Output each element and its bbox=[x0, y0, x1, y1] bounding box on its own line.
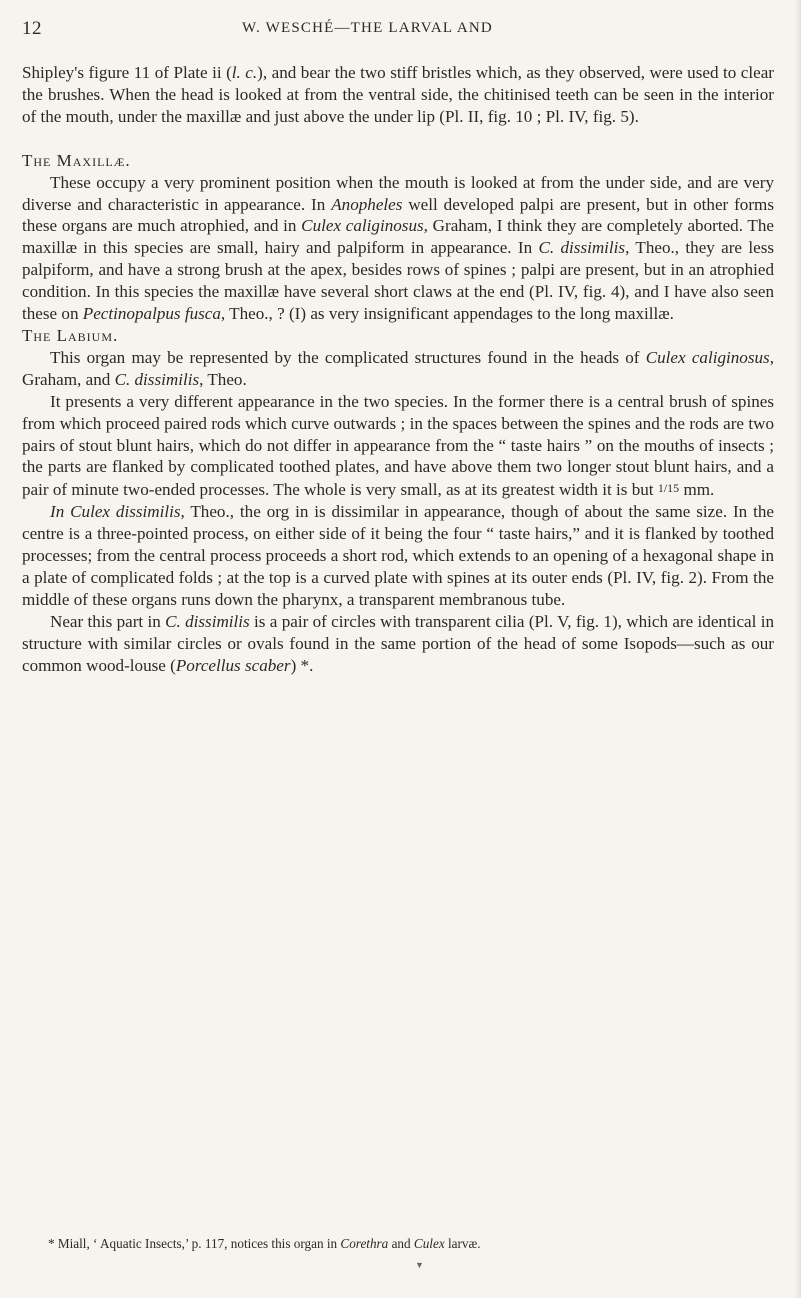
paragraph-labium-4: Near this part in C. dissimilis is a pair of circles with transparent cilia (Pl. V, fig. 1), which are identical in structure with similar circles or ovals found in the same portion of the head of some Isopods—such as our common wood-louse (Porcellus scaber) *. bbox=[22, 611, 775, 675]
paragraph-labium-2: It presents a very different appearance in the two species. In the former there is a central brush of spines from which proceed paired rods which curve outwards ; in the spaces between the spines and the rods are two pairs of stout blunt hairs, which do not differ in appearance from the “ taste hairs ” on the mouths of insects ; the parts are flanked by complicated toothed plates, and have above them two longer stout blunt hairs, and a pair of minute two-ended processes. The whole is very small, as at its greatest width it is but 1/15 mm. bbox=[22, 391, 774, 500]
paragraph-intro: Shipley's figure 11 of Plate ii (l. c.), and bear the two stiff bristles which, as they observed, were used to clear the brushes. When the head is looked at from the ventral side, the chitinised teeth can be seen in the interior of the mouth, under the maxillæ and just above the under lip (Pl. II, fig. 10 ; Pl. IV, fig. 5). bbox=[22, 63, 774, 126]
page-edge-shadow bbox=[795, 0, 801, 1298]
footnote: * Miall, ‘ Aquatic Insects,’ p. 117, notices this organ in Corethra and Culex larvæ. bbox=[48, 1236, 481, 1251]
section-heading-labium: The Labium. bbox=[22, 325, 119, 345]
paragraph-labium-1: This organ may be represented by the complicated structures found in the heads of Culex caliginosus, Graham, and C. dissimilis, Theo. bbox=[22, 347, 774, 389]
running-head bbox=[22, 18, 771, 44]
section-heading-maxillae: The Maxillæ. bbox=[22, 150, 131, 170]
paragraph-labium-3: In Culex dissimilis, Theo., the org in is dissimilar in appearance, though of about the same size. In the centre is a three-pointed process, on either side of it being the four “ taste hairs,” and it is flanked by toothed processes; from the central process proceeds a short rod, which extends to an opening of a hexagonal shape in a plate of complicated folds ; at the top is a curved plate with spines at its outer ends (Pl. IV, fig. 2). From the middle of these organs runs down the pharynx, a transparent membranous tube. bbox=[22, 502, 774, 609]
running-title: W. WESCHÉ—THE LARVAL AND bbox=[242, 20, 493, 36]
page-number: 12 bbox=[22, 18, 42, 39]
fraction: 1/15 bbox=[657, 481, 680, 496]
paragraph-maxillae: These occupy a very prominent position when the mouth is looked at from the under side, and are very diverse and characteristic in appearance. In Anopheles well developed palpi are present, but in other forms these organs are much atrophied, and in Culex caliginosus, Graham, I think they are completely aborted. The maxillæ in this species are small, hairy and palpiform in appearance. In C. dissimilis, Theo., they are less palpiform, and have a strong brush at the apex, besides rows of spines ; palpi are present, but in an atrophied condition. In this species the maxillæ have several short claws at the end (Pl. IV, fig. 4), and I have also seen these on Pectinopalpus fusca, Theo., ? (I) as very insignificant appendages to the long maxillæ. bbox=[22, 172, 774, 324]
body-text bbox=[22, 62, 774, 676]
printer-mark-icon: ▼ bbox=[415, 1260, 424, 1270]
